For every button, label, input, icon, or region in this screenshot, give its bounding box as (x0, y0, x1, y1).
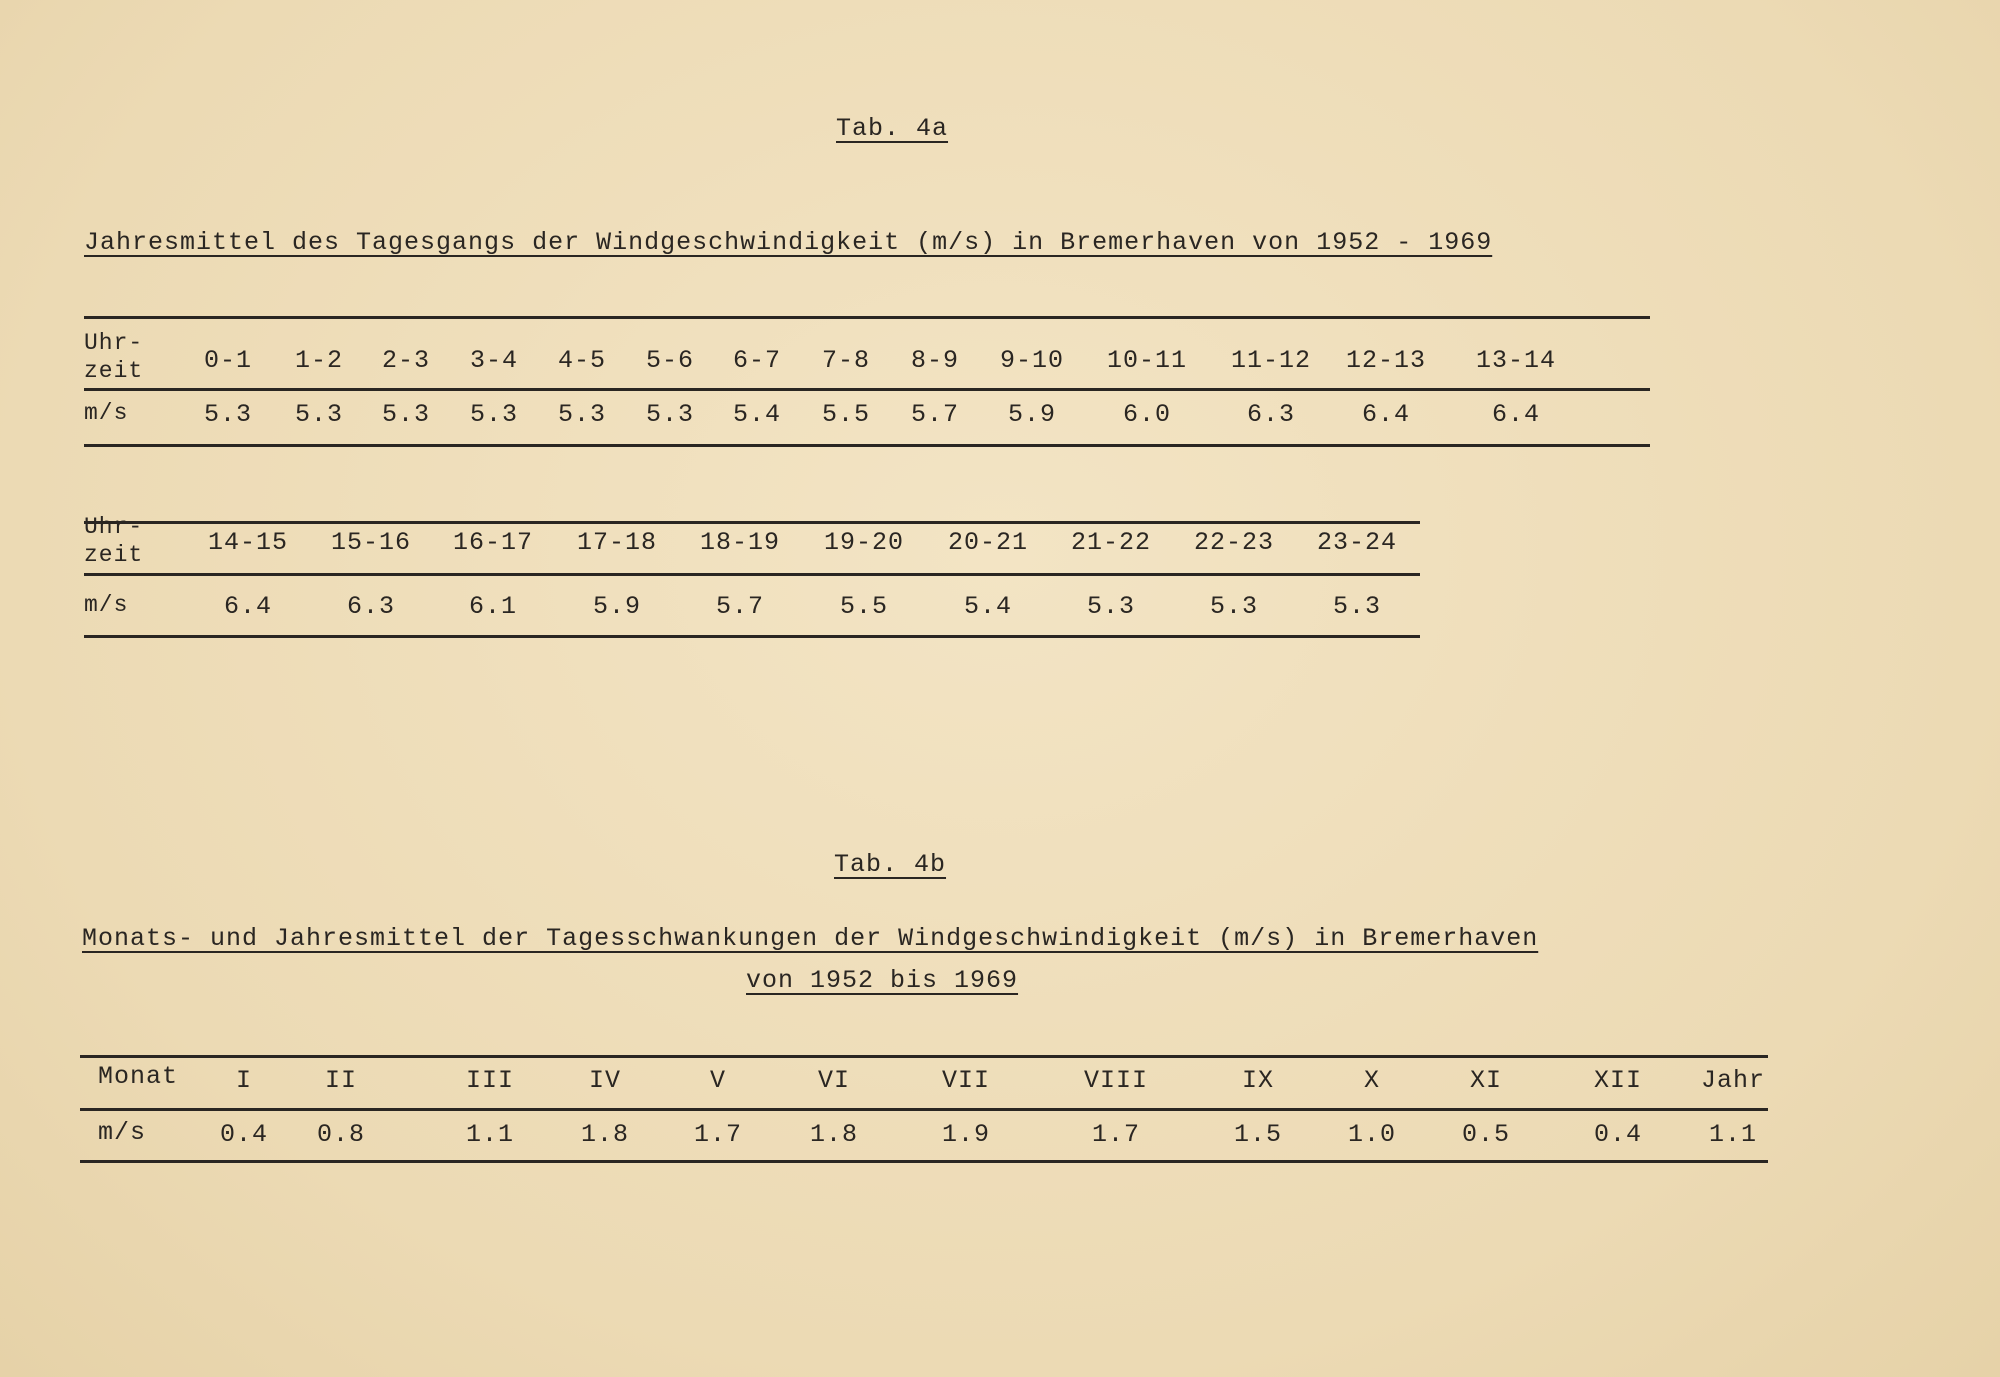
month-cell: XI (1469, 1066, 1503, 1095)
value-cell: 0.4 (1593, 1120, 1643, 1149)
value-cell: 5.3 (1332, 592, 1382, 621)
value-cell: 6.1 (468, 592, 518, 621)
hour-cell: 14-15 (207, 528, 289, 557)
value-cell: 5.9 (1007, 400, 1057, 429)
table-a1-bottom-rule (84, 444, 1650, 447)
value-cell: 1.1 (1708, 1120, 1758, 1149)
value-cell: 5.5 (821, 400, 871, 429)
month-cell: VI (817, 1066, 851, 1095)
value-cell: 5.3 (469, 400, 519, 429)
value-cell: 5.3 (381, 400, 431, 429)
table-a1-mid-rule (84, 388, 1650, 391)
hour-cell: 19-20 (823, 528, 905, 557)
value-cell: 0.8 (316, 1120, 366, 1149)
month-cell: XII (1593, 1066, 1643, 1095)
value-cell: 5.5 (839, 592, 889, 621)
value-cell: 5.7 (910, 400, 960, 429)
table-a2-time-label-1: Uhr- (84, 514, 144, 540)
month-cell: III (465, 1066, 515, 1095)
hour-cell: 8-9 (910, 346, 960, 375)
value-cell: 5.7 (715, 592, 765, 621)
table-a2-top-rule (84, 521, 1420, 524)
hour-cell: 6-7 (732, 346, 782, 375)
value-cell: 1.7 (1091, 1120, 1141, 1149)
table-b-caption-line2: von 1952 bis 1969 (746, 966, 1019, 995)
value-cell: 5.3 (1086, 592, 1136, 621)
hour-cell: 15-16 (330, 528, 412, 557)
hour-cell: 16-17 (452, 528, 534, 557)
table-a1-time-label-1: Uhr- (84, 330, 144, 356)
hour-cell: 22-23 (1193, 528, 1275, 557)
value-cell: 0.4 (219, 1120, 269, 1149)
table-a1-value-label: m/s (84, 400, 129, 426)
value-cell: 1.1 (465, 1120, 515, 1149)
hour-cell: 2-3 (381, 346, 431, 375)
hour-cell: 5-6 (645, 346, 695, 375)
table-b-title: Tab. 4b (834, 850, 947, 879)
hour-cell: 23-24 (1316, 528, 1398, 557)
table-b-mid-rule (80, 1108, 1768, 1111)
table-b-value-label: m/s (98, 1118, 147, 1147)
hour-cell: 10-11 (1106, 346, 1188, 375)
hour-cell: 17-18 (576, 528, 658, 557)
hour-cell: 20-21 (947, 528, 1029, 557)
hour-cell: 0-1 (203, 346, 253, 375)
month-cell: VIII (1083, 1066, 1149, 1095)
month-cell: Jahr (1700, 1066, 1766, 1095)
hour-cell: 9-10 (999, 346, 1065, 375)
value-cell: 5.9 (592, 592, 642, 621)
month-cell: IX (1241, 1066, 1275, 1095)
value-cell: 6.4 (223, 592, 273, 621)
table-b-caption-line1: Monats- und Jahresmittel der Tagesschwankungen der Windgeschwindigkeit (m/s) in Bremerhaven (82, 924, 1539, 953)
hour-cell: 1-2 (294, 346, 344, 375)
hour-cell: 11-12 (1230, 346, 1312, 375)
table-a1-top-rule (84, 316, 1650, 319)
value-cell: 5.3 (1209, 592, 1259, 621)
hour-cell: 18-19 (699, 528, 781, 557)
table-a2-mid-rule (84, 573, 1420, 576)
table-a-caption: Jahresmittel des Tagesgangs der Windgeschwindigkeit (m/s) in Bremerhaven von 1952 - 1969 (84, 228, 1493, 257)
hour-cell: 12-13 (1345, 346, 1427, 375)
value-cell: 5.3 (557, 400, 607, 429)
table-b-bottom-rule (80, 1160, 1768, 1163)
value-cell: 6.4 (1491, 400, 1541, 429)
value-cell: 5.4 (963, 592, 1013, 621)
value-cell: 6.0 (1122, 400, 1172, 429)
table-a1-time-label-2: zeit (84, 358, 144, 384)
month-cell: IV (588, 1066, 622, 1095)
value-cell: 6.3 (1246, 400, 1296, 429)
value-cell: 1.8 (809, 1120, 859, 1149)
month-cell: VII (941, 1066, 991, 1095)
value-cell: 6.4 (1361, 400, 1411, 429)
month-cell: II (324, 1066, 358, 1095)
value-cell: 5.3 (645, 400, 695, 429)
hour-cell: 4-5 (557, 346, 607, 375)
month-cell: X (1363, 1066, 1381, 1095)
value-cell: 1.0 (1347, 1120, 1397, 1149)
value-cell: 0.5 (1461, 1120, 1511, 1149)
table-b-top-rule (80, 1055, 1768, 1058)
value-cell: 1.5 (1233, 1120, 1283, 1149)
hour-cell: 7-8 (821, 346, 871, 375)
value-cell: 5.3 (294, 400, 344, 429)
hour-cell: 21-22 (1070, 528, 1152, 557)
value-cell: 1.9 (941, 1120, 991, 1149)
table-a2-time-label-2: zeit (84, 542, 144, 568)
hour-cell: 3-4 (469, 346, 519, 375)
month-cell: V (709, 1066, 727, 1095)
value-cell: 5.4 (732, 400, 782, 429)
value-cell: 6.3 (346, 592, 396, 621)
table-a2-value-label: m/s (84, 592, 129, 618)
table-a-title: Tab. 4a (836, 114, 949, 143)
hour-cell: 13-14 (1475, 346, 1557, 375)
value-cell: 1.7 (693, 1120, 743, 1149)
table-a2-bottom-rule (84, 635, 1420, 638)
month-cell: I (235, 1066, 253, 1095)
value-cell: 5.3 (203, 400, 253, 429)
table-b-month-label: Monat (98, 1062, 179, 1091)
value-cell: 1.8 (580, 1120, 630, 1149)
